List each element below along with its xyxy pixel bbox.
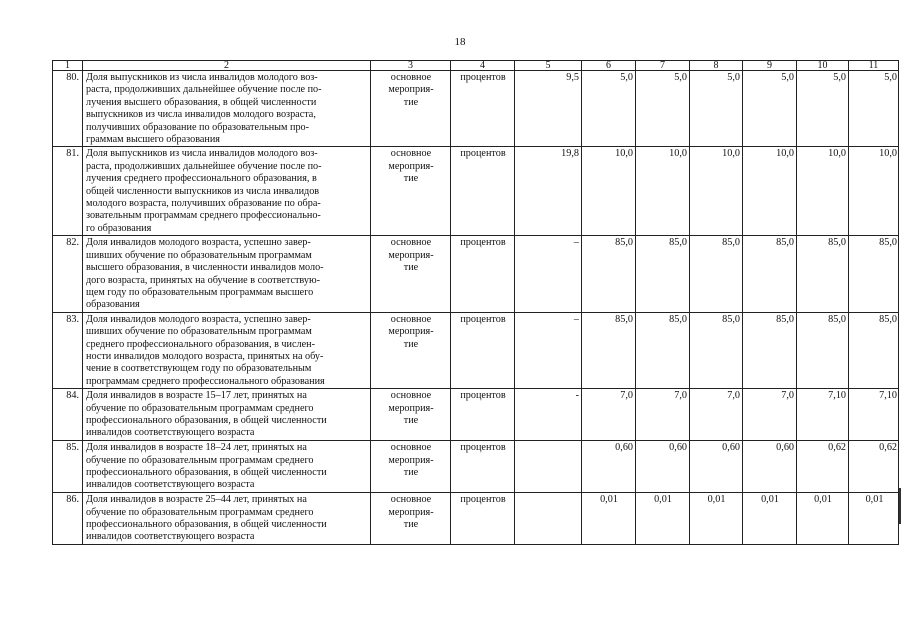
value-col7: 85,0 [636, 312, 690, 388]
table-row [53, 389, 899, 441]
value-col11: 10,0 [849, 147, 899, 236]
value-col5: – [515, 236, 582, 312]
value-col6: 0,60 [582, 441, 636, 493]
row-number: 82. [53, 236, 83, 312]
table-row [53, 312, 899, 388]
value-col7: 0,60 [636, 441, 690, 493]
value-col8: 7,0 [690, 389, 743, 441]
value-col11: 0,62 [849, 441, 899, 493]
unit: процентов [451, 493, 515, 545]
value-col8: 0,60 [690, 441, 743, 493]
column-header: 3 [371, 61, 451, 71]
value-col11: 0,01 [849, 493, 899, 545]
value-col5 [515, 441, 582, 493]
unit: процентов [451, 147, 515, 236]
row-number: 83. [53, 312, 83, 388]
measure-type: основное мероприя- тие [371, 312, 451, 388]
row-number: 86. [53, 493, 83, 545]
value-col7: 0,01 [636, 493, 690, 545]
value-col8: 85,0 [690, 236, 743, 312]
indicator-description: Доля инвалидов в возрасте 15–17 лет, принятых на обучение по образовательным программам среднего профессионального образования, в общей численности инвалидов соответствующего возраста [83, 389, 371, 441]
value-col5: 9,5 [515, 71, 582, 147]
value-col9: 5,0 [743, 71, 797, 147]
value-col8: 10,0 [690, 147, 743, 236]
value-col8: 85,0 [690, 312, 743, 388]
value-col6: 0,01 [582, 493, 636, 545]
unit: процентов [451, 236, 515, 312]
value-col9: 85,0 [743, 312, 797, 388]
value-col6: 10,0 [582, 147, 636, 236]
column-header: 8 [690, 61, 743, 71]
value-col6: 85,0 [582, 236, 636, 312]
column-header: 11 [849, 61, 899, 71]
indicators-table [52, 60, 899, 545]
measure-type: основное мероприя- тие [371, 71, 451, 147]
measure-type: основное мероприя- тие [371, 236, 451, 312]
column-header: 9 [743, 61, 797, 71]
value-col11: 5,0 [849, 71, 899, 147]
row-number: 81. [53, 147, 83, 236]
column-header: 5 [515, 61, 582, 71]
unit: процентов [451, 389, 515, 441]
indicator-description: Доля выпускников из числа инвалидов молодого воз- раста, продолживших дальнейшее обучение после по- лучения высшего образования, в общей численности выпускников из числа инвалидов молодого возраста, получивших образование по образовательным про- граммам высшего образования [83, 71, 371, 147]
value-col11: 85,0 [849, 236, 899, 312]
row-number: 80. [53, 71, 83, 147]
value-col10: 85,0 [797, 236, 849, 312]
indicator-description: Доля инвалидов в возрасте 25–44 лет, принятых на обучение по образовательным программам среднего профессионального образования, в общей численности инвалидов соответствующего возраста [83, 493, 371, 545]
column-header: 4 [451, 61, 515, 71]
page-number: 18 [454, 36, 466, 48]
indicator-description: Доля выпускников из числа инвалидов молодого воз- раста, продолживших дальнейшее обучение после по- лучения среднего профессионального образования, в общей численности выпускников из числа инвалидов молодого возраста, получивших образование по обра- зовательным программам среднего профессионально- го образования [83, 147, 371, 236]
value-col11: 85,0 [849, 312, 899, 388]
column-number-header [53, 61, 899, 71]
row-number: 85. [53, 441, 83, 493]
value-col8: 5,0 [690, 71, 743, 147]
value-col7: 5,0 [636, 71, 690, 147]
table-row [53, 441, 899, 493]
row-number: 84. [53, 389, 83, 441]
column-header: 6 [582, 61, 636, 71]
table-row [53, 493, 899, 545]
value-col9: 0,60 [743, 441, 797, 493]
value-col10: 85,0 [797, 312, 849, 388]
unit: процентов [451, 441, 515, 493]
indicator-description: Доля инвалидов молодого возраста, успешно завер- шивших обучение по образовательным программам высшего образования, в численности инвалидов моло- дого возраста, принятых на обучение в соответствую- щем году по образовательным программам высшего образования [83, 236, 371, 312]
value-col9: 85,0 [743, 236, 797, 312]
table-row [53, 71, 899, 147]
column-header: 2 [83, 61, 371, 71]
table-row [53, 147, 899, 236]
value-col10: 0,62 [797, 441, 849, 493]
value-col5: 19,8 [515, 147, 582, 236]
value-col7: 10,0 [636, 147, 690, 236]
value-col10: 7,10 [797, 389, 849, 441]
value-col7: 85,0 [636, 236, 690, 312]
value-col8: 0,01 [690, 493, 743, 545]
measure-type: основное мероприя- тие [371, 441, 451, 493]
value-col5: – [515, 312, 582, 388]
value-col9: 0,01 [743, 493, 797, 545]
column-header: 10 [797, 61, 849, 71]
measure-type: основное мероприя- тие [371, 389, 451, 441]
column-header: 7 [636, 61, 690, 71]
measure-type: основное мероприя- тие [371, 493, 451, 545]
value-col10: 5,0 [797, 71, 849, 147]
measure-type: основное мероприя- тие [371, 147, 451, 236]
value-col5 [515, 493, 582, 545]
value-col10: 10,0 [797, 147, 849, 236]
unit: процентов [451, 71, 515, 147]
value-col9: 10,0 [743, 147, 797, 236]
value-col10: 0,01 [797, 493, 849, 545]
value-col6: 85,0 [582, 312, 636, 388]
scan-edge-mark [899, 488, 901, 524]
table-row [53, 236, 899, 312]
value-col6: 5,0 [582, 71, 636, 147]
column-header: 1 [53, 61, 83, 71]
unit: процентов [451, 312, 515, 388]
value-col9: 7,0 [743, 389, 797, 441]
value-col5: - [515, 389, 582, 441]
indicator-description: Доля инвалидов молодого возраста, успешно завер- шивших обучение по образовательным программам среднего профессионального образования, в числен- ности инвалидов молодого возраста, принятых на обу- чение в соответствующем году по образовательным программам среднего профессионального образования [83, 312, 371, 388]
value-col11: 7,10 [849, 389, 899, 441]
value-col7: 7,0 [636, 389, 690, 441]
value-col6: 7,0 [582, 389, 636, 441]
indicator-description: Доля инвалидов в возрасте 18–24 лет, принятых на обучение по образовательным программам среднего профессионального образования, в общей численности инвалидов соответствующего возраста [83, 441, 371, 493]
